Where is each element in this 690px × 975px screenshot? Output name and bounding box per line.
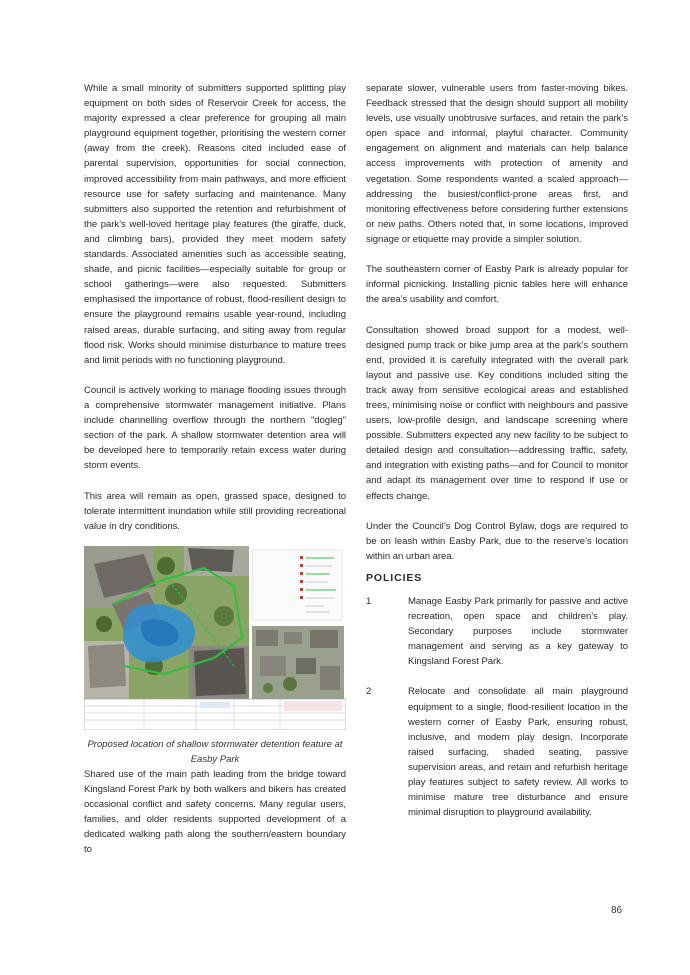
figure-caption: Proposed location of shallow stormwater detention feature at Easby Park [87, 738, 343, 765]
policy-number: 1 [366, 596, 372, 607]
paragraph-walking-path: separate slower, vulnerable users from faster-moving bikes. Feedback stressed that the design should support all mobility levels, use visually unobtrusive surfaces, and retain the park’s open space and informal, playful character. Community engagement on alignment and materials can help balance access improvements with protection of amenity and vegetation. Some respondents wanted a scaled approach—addressing the busiest/conflict-prone areas first, and monitoring effectiveness before considering further extensions or new paths. Others noted that, in some locations, improved signage or etiquette may provide a simpler solution. [366, 83, 628, 245]
paragraph-stormwater: Council is actively working to manage flooding issues through a comprehensive stormwater management initiative. Plans include channelling overflow through the northern "dogleg" section of the park. A shallow stormwater detention area will be developed here to temporarily retain excess water during storm events. [84, 384, 346, 472]
paragraph-open-space: This area will remain as open, grassed space, designed to tolerate intermittent inundation while still providing recreational value in dry conditions. [84, 490, 346, 532]
stormwater-plan-figure [84, 546, 346, 730]
policy-item [366, 594, 628, 669]
policy-item [366, 684, 628, 820]
paragraph-dog-control: Under the Council’s Dog Control Bylaw, dogs are required to be on leash within Easby Park, due to the reserve’s location within an urban area. [366, 520, 628, 562]
policy-text: Relocate and consolidate all main playground equipment to a single, flood-resilient location in the western corner of Easby Park, ensuring robust, inclusive, and modern play design. Incorporate raised surfacing, shaded seating, passive supervision areas, and retain and refurbish heritage play features subject to safety review. All works to minimise mature tree disturbance and ensure minimal disruption to playground availability. [408, 686, 628, 819]
left-column [84, 81, 346, 858]
paragraph-pump-track: Consultation showed broad support for a modest, well-designed pump track or bike jump area at the park’s southern end, provided it is carefully integrated with the overall park layout and passive use. Key conditions included siting the track away from sensitive ecological areas and established trees, minimising noise or conflict with neighbours and passive users, low-profile design, and landscape screening where possible. Submitters expected any new facility to be subject to detailed design and consultation—addressing traffic, safety, and integration with existing paths—and for Council to monitor and adapt its management over time to respond if use or effects change. [366, 324, 628, 502]
policy-number: 2 [366, 686, 372, 698]
policy-text: Manage Easby Park primarily for passive and active recreation, open space and children’s play. Secondary purposes include stormwater management and serving as a key gateway to Kingsland Forest Park. [408, 596, 628, 668]
paragraph-playground: While a small minority of submitters supported splitting play equipment on both sides of Reservoir Creek for access, the majority expressed a clear preference for grouping all main playground equipment together, prioritising the western corner (away from the creek). Reasons cited included ease of parental supervision, opportunities for social connection, improved accessibility from main pathways, and more efficient resource use for safety surfacing and maintenance. Many submitters also supported the retention and refurbishment of the park’s well-loved heritage play features (the giraffe, duck, and climbing bars), provided they meet modern safety standards. Associated amenities such as accessible seating, shade, and picnic facilities—especially suitable for group or school gatherings—were also requested. Submitters emphasised the importance of robust, flood-resilient design to ensure the playground remains usable year-round, including raised areas, durable surfacing, and siting away from regular flood risk. Works should minimise disturbance to mature trees and limit periods with no functioning playground. [84, 83, 346, 366]
site-plan-image [84, 546, 346, 730]
policies-heading: POLICIES [366, 572, 423, 584]
paragraph-picnic: The southeastern corner of Easby Park is already popular for informal picnicking. Installing picnic tables here will enhance the area’s usability and comfort. [366, 264, 628, 306]
right-column [366, 81, 628, 835]
page-number: 86 [611, 905, 623, 916]
paragraph-shared-path: Shared use of the main path leading from the bridge toward Kingsland Forest Park by both walkers and bikers has created occasional conflict and safety concerns. Many regular users, families, and older residents supported development of a dedicated walking path along the southern/eastern boundary to [84, 769, 346, 856]
